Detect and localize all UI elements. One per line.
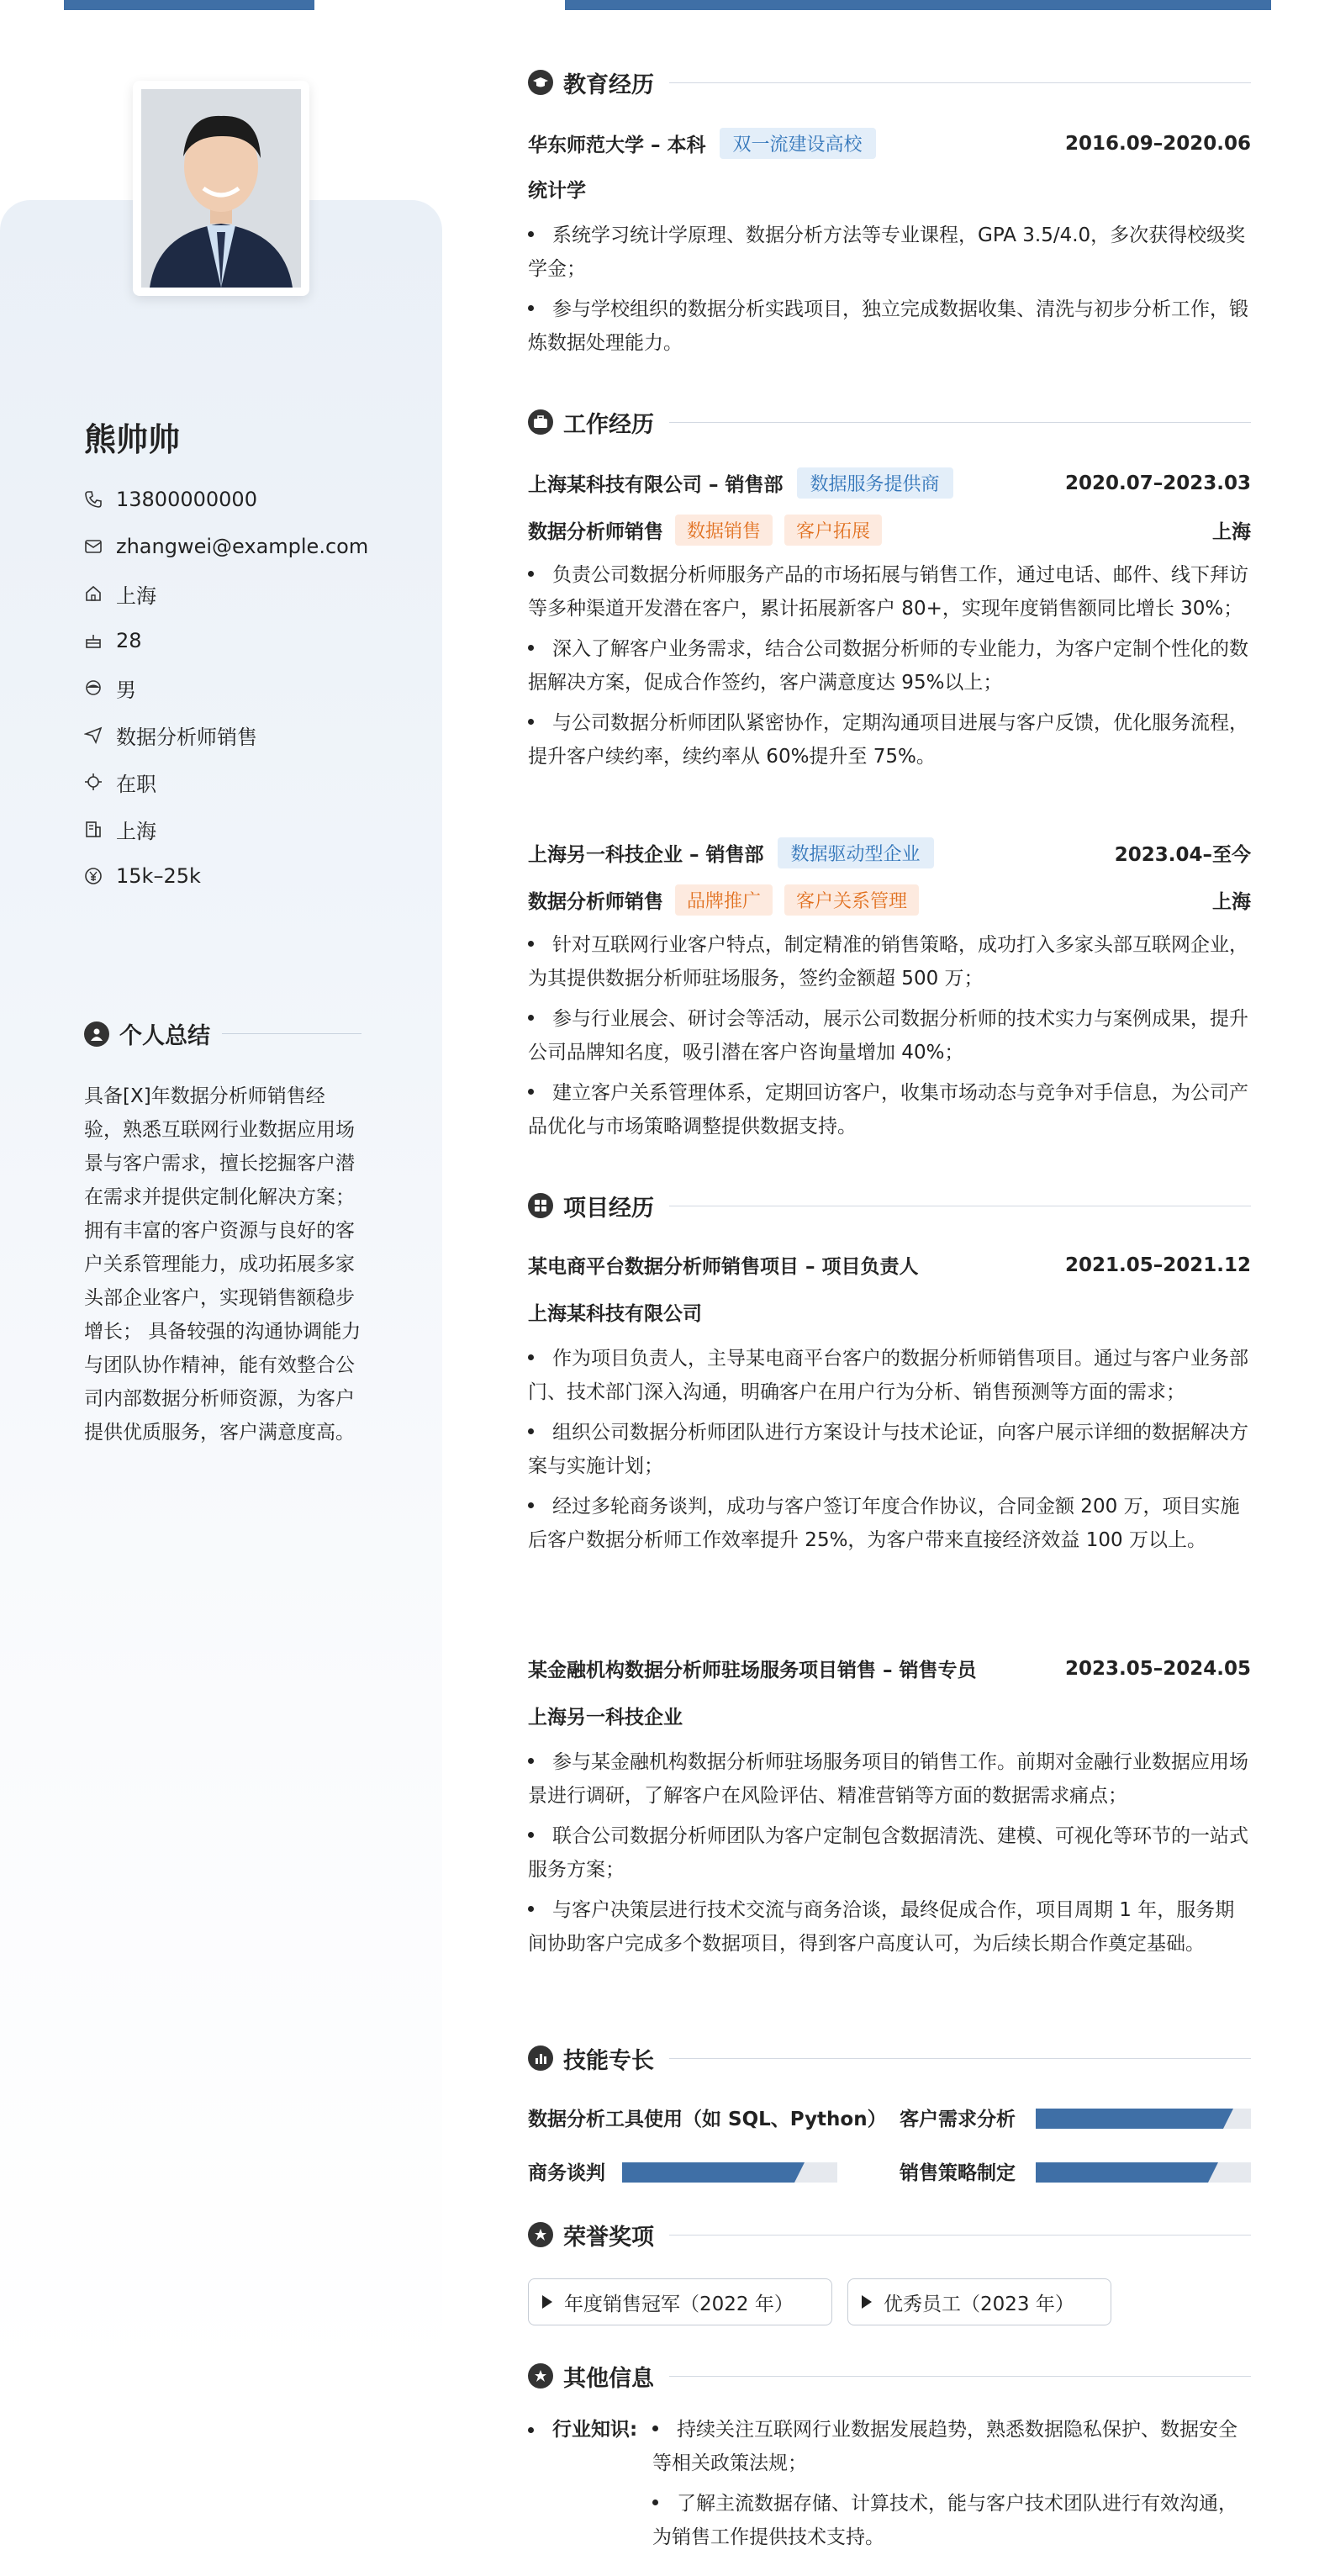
- project-1-header: [528, 1251, 1251, 1279]
- projects-heading: [528, 1189, 1251, 1222]
- info-city-text: 上海: [116, 819, 156, 843]
- medal-icon: [528, 2222, 553, 2247]
- list-item: 与客户决策层进行技术交流与商务洽谈，最终促成合作，项目周期 1 年，服务期间协助客户完成多个数据项目，得到客户高度认可，为后续长期合作奠定基础。: [528, 1899, 1235, 1955]
- education-school: 华东师范大学 – 本科: [528, 135, 706, 156]
- education-row: [528, 128, 1251, 159]
- other-bullets: [652, 2413, 1251, 2561]
- info-city: [84, 805, 420, 853]
- skills-heading: [528, 2041, 1251, 2075]
- top-accent-bar-left: [64, 0, 314, 10]
- project-2-name: 某金融机构数据分析师驻场服务项目销售 – 销售专员: [528, 1660, 977, 1681]
- project-2-bullets: [528, 1745, 1251, 1967]
- other-title: 其他信息: [563, 2365, 654, 2392]
- project-2-header: [528, 1655, 1251, 1682]
- list-item: 建立客户关系管理体系，定期回访客户，收集市场动态与竞争对手信息，为公司产品优化与市场策略调整提供数据支持。: [528, 1082, 1248, 1138]
- project-1-bullets: [528, 1342, 1251, 1564]
- skill-4-bar: [1036, 2162, 1251, 2183]
- education-bullets: [528, 219, 1251, 367]
- play-icon: [862, 2295, 872, 2309]
- summary-divider: [222, 1033, 361, 1034]
- job-1-city: 上海: [1212, 521, 1251, 543]
- building-icon: [84, 820, 103, 838]
- skills-divider: [669, 2058, 1251, 2059]
- phone-icon: [84, 490, 103, 509]
- send-icon: [84, 726, 103, 744]
- education-title: 教育经历: [563, 71, 654, 98]
- work-divider: [669, 422, 1251, 423]
- mail-icon: [84, 537, 103, 556]
- job-1-bullets: [528, 558, 1251, 780]
- list-item: 参与行业展会、研讨会等活动，展示公司数据分析师的技术实力与案例成果，提升公司品牌知名度，吸引潜在客户咨询量增加 40%；: [528, 1008, 1248, 1064]
- list-item: 持续关注互联网行业数据发展趋势，熟悉数据隐私保护、数据安全等相关政策法规；: [652, 2419, 1237, 2474]
- medal-icon: [528, 2363, 553, 2389]
- play-icon: [542, 2295, 552, 2309]
- education-major: 统计学: [528, 180, 586, 202]
- info-location: [84, 570, 420, 617]
- project-2-org-row: [528, 1702, 1251, 1729]
- project-1-org-row: [528, 1298, 1251, 1326]
- other-label: 行业知识:: [552, 2419, 638, 2441]
- info-location-text: 上海: [116, 583, 156, 608]
- other-divider: [669, 2376, 1251, 2377]
- top-accent-bar-right: [565, 0, 1271, 10]
- summary-title: 个人总结: [119, 1023, 210, 1049]
- contact-info: [84, 476, 420, 900]
- job-2-company: 上海另一科技企业 – 销售部: [528, 844, 764, 866]
- job-2-date: 2023.04–至今: [1114, 844, 1251, 866]
- job-2-header: [528, 837, 1251, 868]
- skill-4-label: 销售策略制定: [900, 2162, 1016, 2184]
- job-1-date: 2020.07–2023.03: [1064, 472, 1251, 494]
- job-1-role: 数据分析师销售: [528, 521, 663, 543]
- education-major-row: [528, 175, 1251, 203]
- skills-title: 技能专长: [563, 2047, 654, 2074]
- project-1-date: 2021.05–2021.12: [1064, 1254, 1251, 1276]
- skill-3-fill: [622, 2162, 794, 2183]
- list-item: 参与某金融机构数据分析师驻场服务项目的销售工作。前期对金融行业数据应用场景进行调研，了解客户在风险评估、精准营销等方面的数据需求痛点；: [528, 1751, 1248, 1807]
- skill-2-bar: [1036, 2109, 1251, 2129]
- list-item: 组织公司数据分析师团队进行方案设计与技术论证，向客户展示详细的数据解决方案与实施计划；: [528, 1422, 1248, 1477]
- avatar: [133, 81, 309, 296]
- info-status-text: 在职: [116, 772, 156, 796]
- job-1-role-row: [528, 515, 1251, 546]
- list-item: 深入了解客户业务需求，结合公司数据分析师的专业能力，为客户定制个性化的数据解决方案，促成合作签约，客户满意度达 95%以上；: [528, 638, 1248, 694]
- job-1-tag-1: 数据销售: [675, 515, 773, 546]
- candidate-name: 熊帅帅: [84, 421, 181, 458]
- info-age: [84, 617, 420, 664]
- info-position-text: 数据分析师销售: [116, 725, 257, 749]
- job-2-company-tag: 数据驱动型企业: [778, 837, 934, 868]
- info-position: [84, 711, 420, 758]
- honor-2-text: 优秀员工（2023 年）: [884, 2293, 1074, 2315]
- job-1-company-tag: 数据服务提供商: [797, 467, 953, 499]
- education-divider: [669, 82, 1251, 83]
- project-1-name: 某电商平台数据分析师销售项目 – 项目负责人: [528, 1256, 919, 1278]
- job-2-role-row: [528, 884, 1251, 916]
- job-1-tag-2: 客户拓展: [784, 515, 882, 546]
- education-heading: [528, 66, 1251, 99]
- work-title: 工作经历: [563, 411, 654, 438]
- list-item: 了解主流数据存储、计算技术，能与客户技术团队进行有效沟通，为销售工作提供技术支持。: [652, 2493, 1237, 2548]
- job-1-company: 上海某科技有限公司 – 销售部: [528, 474, 784, 496]
- skill-2-label: 客户需求分析: [900, 2109, 1016, 2130]
- info-salary-text: 15k–25k: [116, 864, 201, 888]
- job-2-tag-2: 客户关系管理: [784, 884, 919, 916]
- gender-icon: [84, 678, 103, 697]
- info-gender-text: 男: [116, 678, 136, 702]
- info-age-text: 28: [116, 629, 142, 652]
- cake-icon: [84, 631, 103, 650]
- project-2-org: 上海另一科技企业: [528, 1707, 683, 1729]
- skill-3-label: 商务谈判: [528, 2162, 605, 2184]
- honors-divider: [669, 2235, 1251, 2236]
- other-label-row: [528, 2413, 646, 2447]
- list-item: 针对互联网行业客户特点，制定精准的销售策略，成功打入多家头部互联网企业，为其提供数据分析师驻场服务，签约金额超 500 万；: [528, 934, 1248, 990]
- grid-icon: [528, 1193, 553, 1218]
- info-phone: [84, 476, 420, 523]
- briefcase-icon: [528, 409, 553, 435]
- skill-4-fill: [1036, 2162, 1208, 2183]
- honor-1-text: 年度销售冠军（2022 年）: [564, 2293, 794, 2315]
- other-heading: [528, 2359, 1251, 2393]
- job-2-role: 数据分析师销售: [528, 891, 663, 913]
- honors-heading: [528, 2218, 1251, 2251]
- skill-2-fill: [1036, 2109, 1223, 2129]
- list-item: 作为项目负责人，主导某电商平台客户的数据分析师销售项目。通过与客户业务部门、技术部门深入沟通，明确客户在用户行为分析、销售预测等方面的需求；: [528, 1348, 1248, 1403]
- honors-title: 荣誉奖项: [563, 2224, 654, 2251]
- info-email: [84, 523, 420, 570]
- job-2-tag-1: 品牌推广: [675, 884, 773, 916]
- user-icon: [84, 1021, 109, 1047]
- job-2-bullets: [528, 928, 1251, 1150]
- status-icon: [84, 773, 103, 791]
- work-heading: [528, 405, 1251, 439]
- summary-text: 具备[X]年数据分析师销售经验，熟悉互联网行业数据应用场景与客户需求，擅长挖掘客户潜在需求并提供定制化解决方案； 拥有丰富的客户资源与良好的客户关系管理能力，成功拓展多家头部企业客户，实现销售额稳步增长； 具备较强的沟通协调能力与团队协作精神，能有效整合公司内部数据分析师资源，为客户提供优质服务，客户满意度高。: [84, 1085, 361, 1444]
- list-item: 系统学习统计学原理、数据分析方法等专业课程，GPA 3.5/4.0，多次获得校级奖学金；: [528, 224, 1246, 280]
- list-item: 经过多轮商务谈判，成功与客户签订年度合作协议，合同金额 200 万，项目实施后客户数据分析师工作效率提升 25%，为客户带来直接经济效益 100 万以上。: [528, 1496, 1240, 1551]
- project-2-date: 2023.05–2024.05: [1064, 1657, 1251, 1680]
- info-email-text: zhangwei@example.com: [116, 535, 369, 558]
- project-1-org: 上海某科技有限公司: [528, 1303, 702, 1325]
- job-1-header: [528, 467, 1251, 499]
- info-status: [84, 758, 420, 805]
- list-item: 负责公司数据分析师服务产品的市场拓展与销售工作，通过电话、邮件、线下拜访等多种渠道开发潜在客户，累计拓展新客户 80+，实现年度销售额同比增长 30%；: [528, 564, 1248, 620]
- education-tag: 双一流建设高校: [720, 128, 876, 159]
- job-2-city: 上海: [1212, 891, 1251, 913]
- education-date: 2016.09–2020.06: [1064, 132, 1251, 155]
- honor-item-1: [528, 2278, 832, 2325]
- skill-1-label: 数据分析工具使用（如 SQL、Python）: [528, 2109, 887, 2130]
- projects-title: 项目经历: [563, 1195, 654, 1222]
- yuan-icon: [84, 867, 103, 885]
- skill-3-bar: [622, 2162, 837, 2183]
- summary-heading: [84, 1017, 361, 1050]
- bar-chart-icon: [528, 2045, 553, 2071]
- info-salary: [84, 853, 420, 900]
- honor-item-2: [847, 2278, 1111, 2325]
- list-item: 与公司数据分析师团队紧密协作，定期沟通项目进展与客户反馈，优化服务流程，提升客户续约率，续约率从 60%提升至 75%。: [528, 712, 1248, 768]
- list-item: 参与学校组织的数据分析实践项目，独立完成数据收集、清洗与初步分析工作，锻炼数据处理能力。: [528, 298, 1248, 354]
- list-item: 联合公司数据分析师团队为客户定制包含数据清洗、建模、可视化等环节的一站式服务方案；: [528, 1825, 1248, 1881]
- info-gender: [84, 664, 420, 711]
- info-phone-text: 13800000000: [116, 488, 257, 511]
- graduation-cap-icon: [528, 70, 553, 95]
- home-icon: [84, 584, 103, 603]
